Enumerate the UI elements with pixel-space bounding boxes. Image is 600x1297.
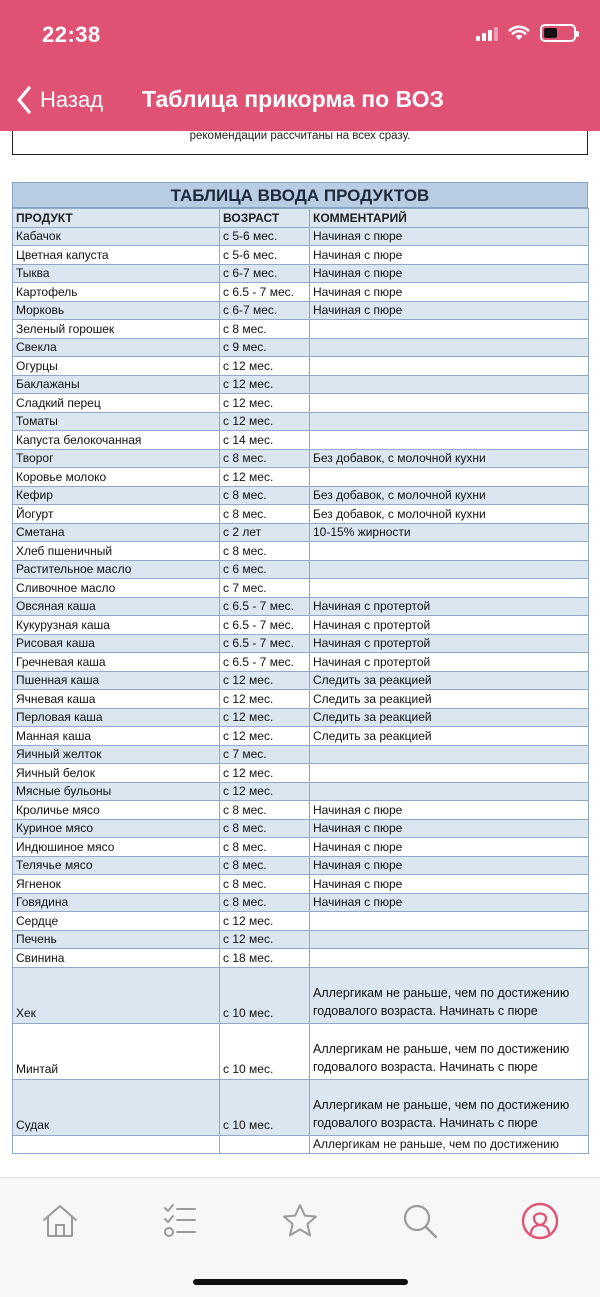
cell-age: с 10 мес. xyxy=(220,1023,310,1079)
checklist-icon xyxy=(162,1202,198,1240)
cell-age: с 12 мес. xyxy=(220,468,310,487)
cell-comment: Без добавок, с молочной кухни xyxy=(310,505,589,524)
table-row xyxy=(13,505,589,524)
cell-product: Цветная капуста xyxy=(13,246,220,265)
cell-product: Минтай xyxy=(13,1023,220,1079)
cell-comment xyxy=(310,357,589,376)
cell-comment xyxy=(310,431,589,450)
cell-age: с 8 мес. xyxy=(220,856,310,875)
cell-product: Сливочное масло xyxy=(13,579,220,598)
cell-comment xyxy=(310,912,589,931)
table-row xyxy=(13,394,589,413)
table-row xyxy=(13,431,589,450)
cellular-signal-icon xyxy=(476,25,498,41)
table-row xyxy=(13,727,589,746)
home-indicator xyxy=(193,1279,408,1285)
table-title: ТАБЛИЦА ВВОДА ПРОДУКТОВ xyxy=(12,182,588,208)
cell-age: с 6 мес. xyxy=(220,560,310,579)
cell-comment: Следить за реакцией xyxy=(310,708,589,727)
cell-product: Хек xyxy=(13,967,220,1023)
cell-age: с 12 мес. xyxy=(220,727,310,746)
cell-age: с 12 мес. xyxy=(220,708,310,727)
cell-comment: Без добавок, с молочной кухни xyxy=(310,449,589,468)
cell-product: Тыква xyxy=(13,264,220,283)
table-row xyxy=(13,708,589,727)
table-row xyxy=(13,671,589,690)
cell-comment xyxy=(310,412,589,431)
table-row xyxy=(13,301,589,320)
cell-comment: 10-15% жирности xyxy=(310,523,589,542)
cell-age: с 12 мес. xyxy=(220,690,310,709)
cell-comment: Следить за реакцией xyxy=(310,690,589,709)
cell-product: Йогурт xyxy=(13,505,220,524)
cell-product: Телячье мясо xyxy=(13,856,220,875)
cell-product: Коровье молоко xyxy=(13,468,220,487)
cell-comment: Начиная с пюре xyxy=(310,283,589,302)
cell-age: с 14 мес. xyxy=(220,431,310,450)
cell-product: Капуста белокочанная xyxy=(13,431,220,450)
table-row xyxy=(13,597,589,616)
cell-age: с 12 мес. xyxy=(220,930,310,949)
table-row xyxy=(13,579,589,598)
cell-product: Яичный белок xyxy=(13,764,220,783)
cell-comment xyxy=(310,764,589,783)
cell-comment: Начиная с пюре xyxy=(310,875,589,894)
cell-age: с 6-7 мес. xyxy=(220,264,310,283)
cell-comment: Без добавок, с молочной кухни xyxy=(310,486,589,505)
cell-product: Печень xyxy=(13,930,220,949)
table-row xyxy=(13,875,589,894)
cell-product: Индюшиное мясо xyxy=(13,838,220,857)
table-row xyxy=(13,283,589,302)
table-row xyxy=(13,320,589,339)
cell-age: с 8 мес. xyxy=(220,875,310,894)
cell-comment: Аллергикам не раньше, чем по достижению годовалого возраста. Начинать с пюре xyxy=(310,1023,589,1079)
cell-age: с 12 мес. xyxy=(220,782,310,801)
table-row xyxy=(13,764,589,783)
cell-product: Рисовая каша xyxy=(13,634,220,653)
cell-product: Манная каша xyxy=(13,727,220,746)
tab-profile[interactable] xyxy=(515,1196,565,1246)
cell-comment: Начиная с протертой xyxy=(310,616,589,635)
cell-age: с 9 мес. xyxy=(220,338,310,357)
status-icons xyxy=(476,24,576,42)
table-row xyxy=(13,560,589,579)
cell-age: с 8 мес. xyxy=(220,893,310,912)
cell-comment xyxy=(310,338,589,357)
cell-product: Перловая каша xyxy=(13,708,220,727)
table-row xyxy=(13,893,589,912)
cell-product: Сердце xyxy=(13,912,220,931)
cell-comment: Аллергикам не раньше, чем по достижению годовалого возраста. Начинать с пюре xyxy=(310,967,589,1023)
table-row xyxy=(13,1023,589,1079)
table-row xyxy=(13,412,589,431)
cell-age: с 12 мес. xyxy=(220,671,310,690)
cell-age: с 6.5 - 7 мес. xyxy=(220,616,310,635)
cell-product: Морковь xyxy=(13,301,220,320)
page-title: Таблица прикорма по ВОЗ xyxy=(142,86,444,112)
table-row xyxy=(13,375,589,394)
table-row xyxy=(13,838,589,857)
cell-product: Пшенная каша xyxy=(13,671,220,690)
cell-comment: Начиная с пюре xyxy=(310,893,589,912)
cell-comment xyxy=(310,542,589,561)
document-viewer[interactable] xyxy=(0,131,600,1177)
column-header-comment: КОММЕНТАРИЙ xyxy=(310,209,589,228)
cell-comment xyxy=(310,949,589,968)
table-row xyxy=(13,542,589,561)
cell-comment: Следить за реакцией xyxy=(310,727,589,746)
table-row xyxy=(13,801,589,820)
cell-product: Судак xyxy=(13,1079,220,1135)
cell-age: с 6.5 - 7 мес. xyxy=(220,283,310,302)
cell-comment xyxy=(310,468,589,487)
cell-age: с 12 мес. xyxy=(220,912,310,931)
cell-comment: Начиная с пюре xyxy=(310,246,589,265)
table-row xyxy=(13,782,589,801)
cell-product: Кукурузная каша xyxy=(13,616,220,635)
search-icon xyxy=(401,1202,439,1240)
back-label: Назад xyxy=(40,87,104,112)
table-row xyxy=(13,616,589,635)
table-row xyxy=(13,1135,589,1154)
cell-age: с 7 мес. xyxy=(220,745,310,764)
cell-age: с 12 мес. xyxy=(220,412,310,431)
wifi-icon xyxy=(508,25,530,41)
cell-comment: Аллергикам не раньше, чем по достижению xyxy=(310,1135,589,1154)
table-row xyxy=(13,745,589,764)
cell-product: Кабачок xyxy=(13,227,220,246)
cell-product: Мясные бульоны xyxy=(13,782,220,801)
cell-age: с 8 мес. xyxy=(220,486,310,505)
intro-note-text: рекомендации рассчитаны на всех сразу. xyxy=(189,131,411,142)
cell-product: Кефир xyxy=(13,486,220,505)
table-row xyxy=(13,264,589,283)
table-row xyxy=(13,690,589,709)
cell-comment xyxy=(310,375,589,394)
cell-comment: Начиная с пюре xyxy=(310,301,589,320)
tab-home[interactable] xyxy=(35,1196,85,1246)
cell-age: с 2 лет xyxy=(220,523,310,542)
battery-icon xyxy=(540,24,576,42)
cell-age: с 7 мес. xyxy=(220,579,310,598)
star-icon xyxy=(281,1203,319,1239)
cell-product: Ячневая каша xyxy=(13,690,220,709)
cell-age: с 6.5 - 7 мес. xyxy=(220,597,310,616)
profile-icon xyxy=(520,1201,560,1241)
cell-age: с 10 мес. xyxy=(220,967,310,1023)
cell-product: Сметана xyxy=(13,523,220,542)
cell-comment: Начиная с протертой xyxy=(310,653,589,672)
table-row xyxy=(13,523,589,542)
cell-product: Творог xyxy=(13,449,220,468)
tab-favorites[interactable] xyxy=(275,1196,325,1246)
cell-product: Куриное мясо xyxy=(13,819,220,838)
cell-age: с 8 мес. xyxy=(220,838,310,857)
table-row xyxy=(13,930,589,949)
cell-age: с 18 мес. xyxy=(220,949,310,968)
table-row xyxy=(13,486,589,505)
cell-product: Свекла xyxy=(13,338,220,357)
home-icon xyxy=(41,1203,79,1239)
cell-age: с 10 мес. xyxy=(220,1079,310,1135)
cell-product: Яичный желток xyxy=(13,745,220,764)
cell-age: с 12 мес. xyxy=(220,357,310,376)
cell-product: Огурцы xyxy=(13,357,220,376)
cell-product: Свинина xyxy=(13,949,220,968)
table-row xyxy=(13,819,589,838)
table-row xyxy=(13,227,589,246)
cell-product: Баклажаны xyxy=(13,375,220,394)
cell-comment: Следить за реакцией xyxy=(310,671,589,690)
cell-age: с 8 мес. xyxy=(220,819,310,838)
cell-comment xyxy=(310,560,589,579)
table-row xyxy=(13,634,589,653)
table-row xyxy=(13,449,589,468)
table-row xyxy=(13,912,589,931)
cell-product: Овсяная каша xyxy=(13,597,220,616)
table-row xyxy=(13,468,589,487)
cell-comment: Начиная с протертой xyxy=(310,634,589,653)
column-header-age: ВОЗРАСТ xyxy=(220,209,310,228)
cell-age: с 12 мес. xyxy=(220,764,310,783)
cell-product: Томаты xyxy=(13,412,220,431)
table-row xyxy=(13,357,589,376)
cell-comment: Начиная с пюре xyxy=(310,801,589,820)
cell-age: с 8 мес. xyxy=(220,449,310,468)
cell-age: с 5-6 мес. xyxy=(220,227,310,246)
column-header-product: ПРОДУКТ xyxy=(13,209,220,228)
table-row xyxy=(13,967,589,1023)
cell-comment: Начиная с пюре xyxy=(310,264,589,283)
cell-age: с 6-7 мес. xyxy=(220,301,310,320)
cell-comment: Начиная с пюре xyxy=(310,819,589,838)
tab-checklist[interactable] xyxy=(155,1196,205,1246)
intro-note-box xyxy=(12,131,588,155)
cell-age xyxy=(220,1135,310,1154)
cell-age: с 6.5 - 7 мес. xyxy=(220,634,310,653)
cell-comment xyxy=(310,930,589,949)
cell-product: Ягненок xyxy=(13,875,220,894)
cell-age: с 8 мес. xyxy=(220,505,310,524)
cell-product: Растительное масло xyxy=(13,560,220,579)
cell-comment xyxy=(310,320,589,339)
table-row xyxy=(13,949,589,968)
cell-comment: Начиная с пюре xyxy=(310,838,589,857)
table-header-row xyxy=(13,209,589,228)
cell-product: Сладкий перец xyxy=(13,394,220,413)
cell-product: Гречневая каша xyxy=(13,653,220,672)
table-row xyxy=(13,653,589,672)
cell-product xyxy=(13,1135,220,1154)
table-row xyxy=(13,246,589,265)
cell-product: Зеленый горошек xyxy=(13,320,220,339)
cell-age: с 12 мес. xyxy=(220,394,310,413)
app-header xyxy=(0,0,600,131)
cell-product: Говядина xyxy=(13,893,220,912)
status-time: 22:38 xyxy=(42,22,101,47)
cell-comment: Аллергикам не раньше, чем по достижению годовалого возраста. Начинать с пюре xyxy=(310,1079,589,1135)
cell-comment xyxy=(310,782,589,801)
cell-product: Кроличье мясо xyxy=(13,801,220,820)
chevron-left-icon xyxy=(16,86,32,114)
cell-product: Хлеб пшеничный xyxy=(13,542,220,561)
tab-bar xyxy=(0,1177,600,1297)
products-table xyxy=(12,182,588,1154)
cell-age: с 8 мес. xyxy=(220,801,310,820)
cell-age: с 5-6 мес. xyxy=(220,246,310,265)
back-button[interactable] xyxy=(16,86,103,114)
cell-comment: Начиная с пюре xyxy=(310,227,589,246)
cell-age: с 6.5 - 7 мес. xyxy=(220,653,310,672)
table-row xyxy=(13,856,589,875)
cell-product: Картофель xyxy=(13,283,220,302)
cell-age: с 8 мес. xyxy=(220,320,310,339)
cell-age: с 8 мес. xyxy=(220,542,310,561)
cell-comment: Начиная с пюре xyxy=(310,856,589,875)
cell-age: с 12 мес. xyxy=(220,375,310,394)
cell-comment xyxy=(310,579,589,598)
tab-search[interactable] xyxy=(395,1196,445,1246)
cell-comment xyxy=(310,394,589,413)
cell-comment xyxy=(310,745,589,764)
cell-comment: Начиная с протертой xyxy=(310,597,589,616)
table-row xyxy=(13,338,589,357)
table-row xyxy=(13,1079,589,1135)
